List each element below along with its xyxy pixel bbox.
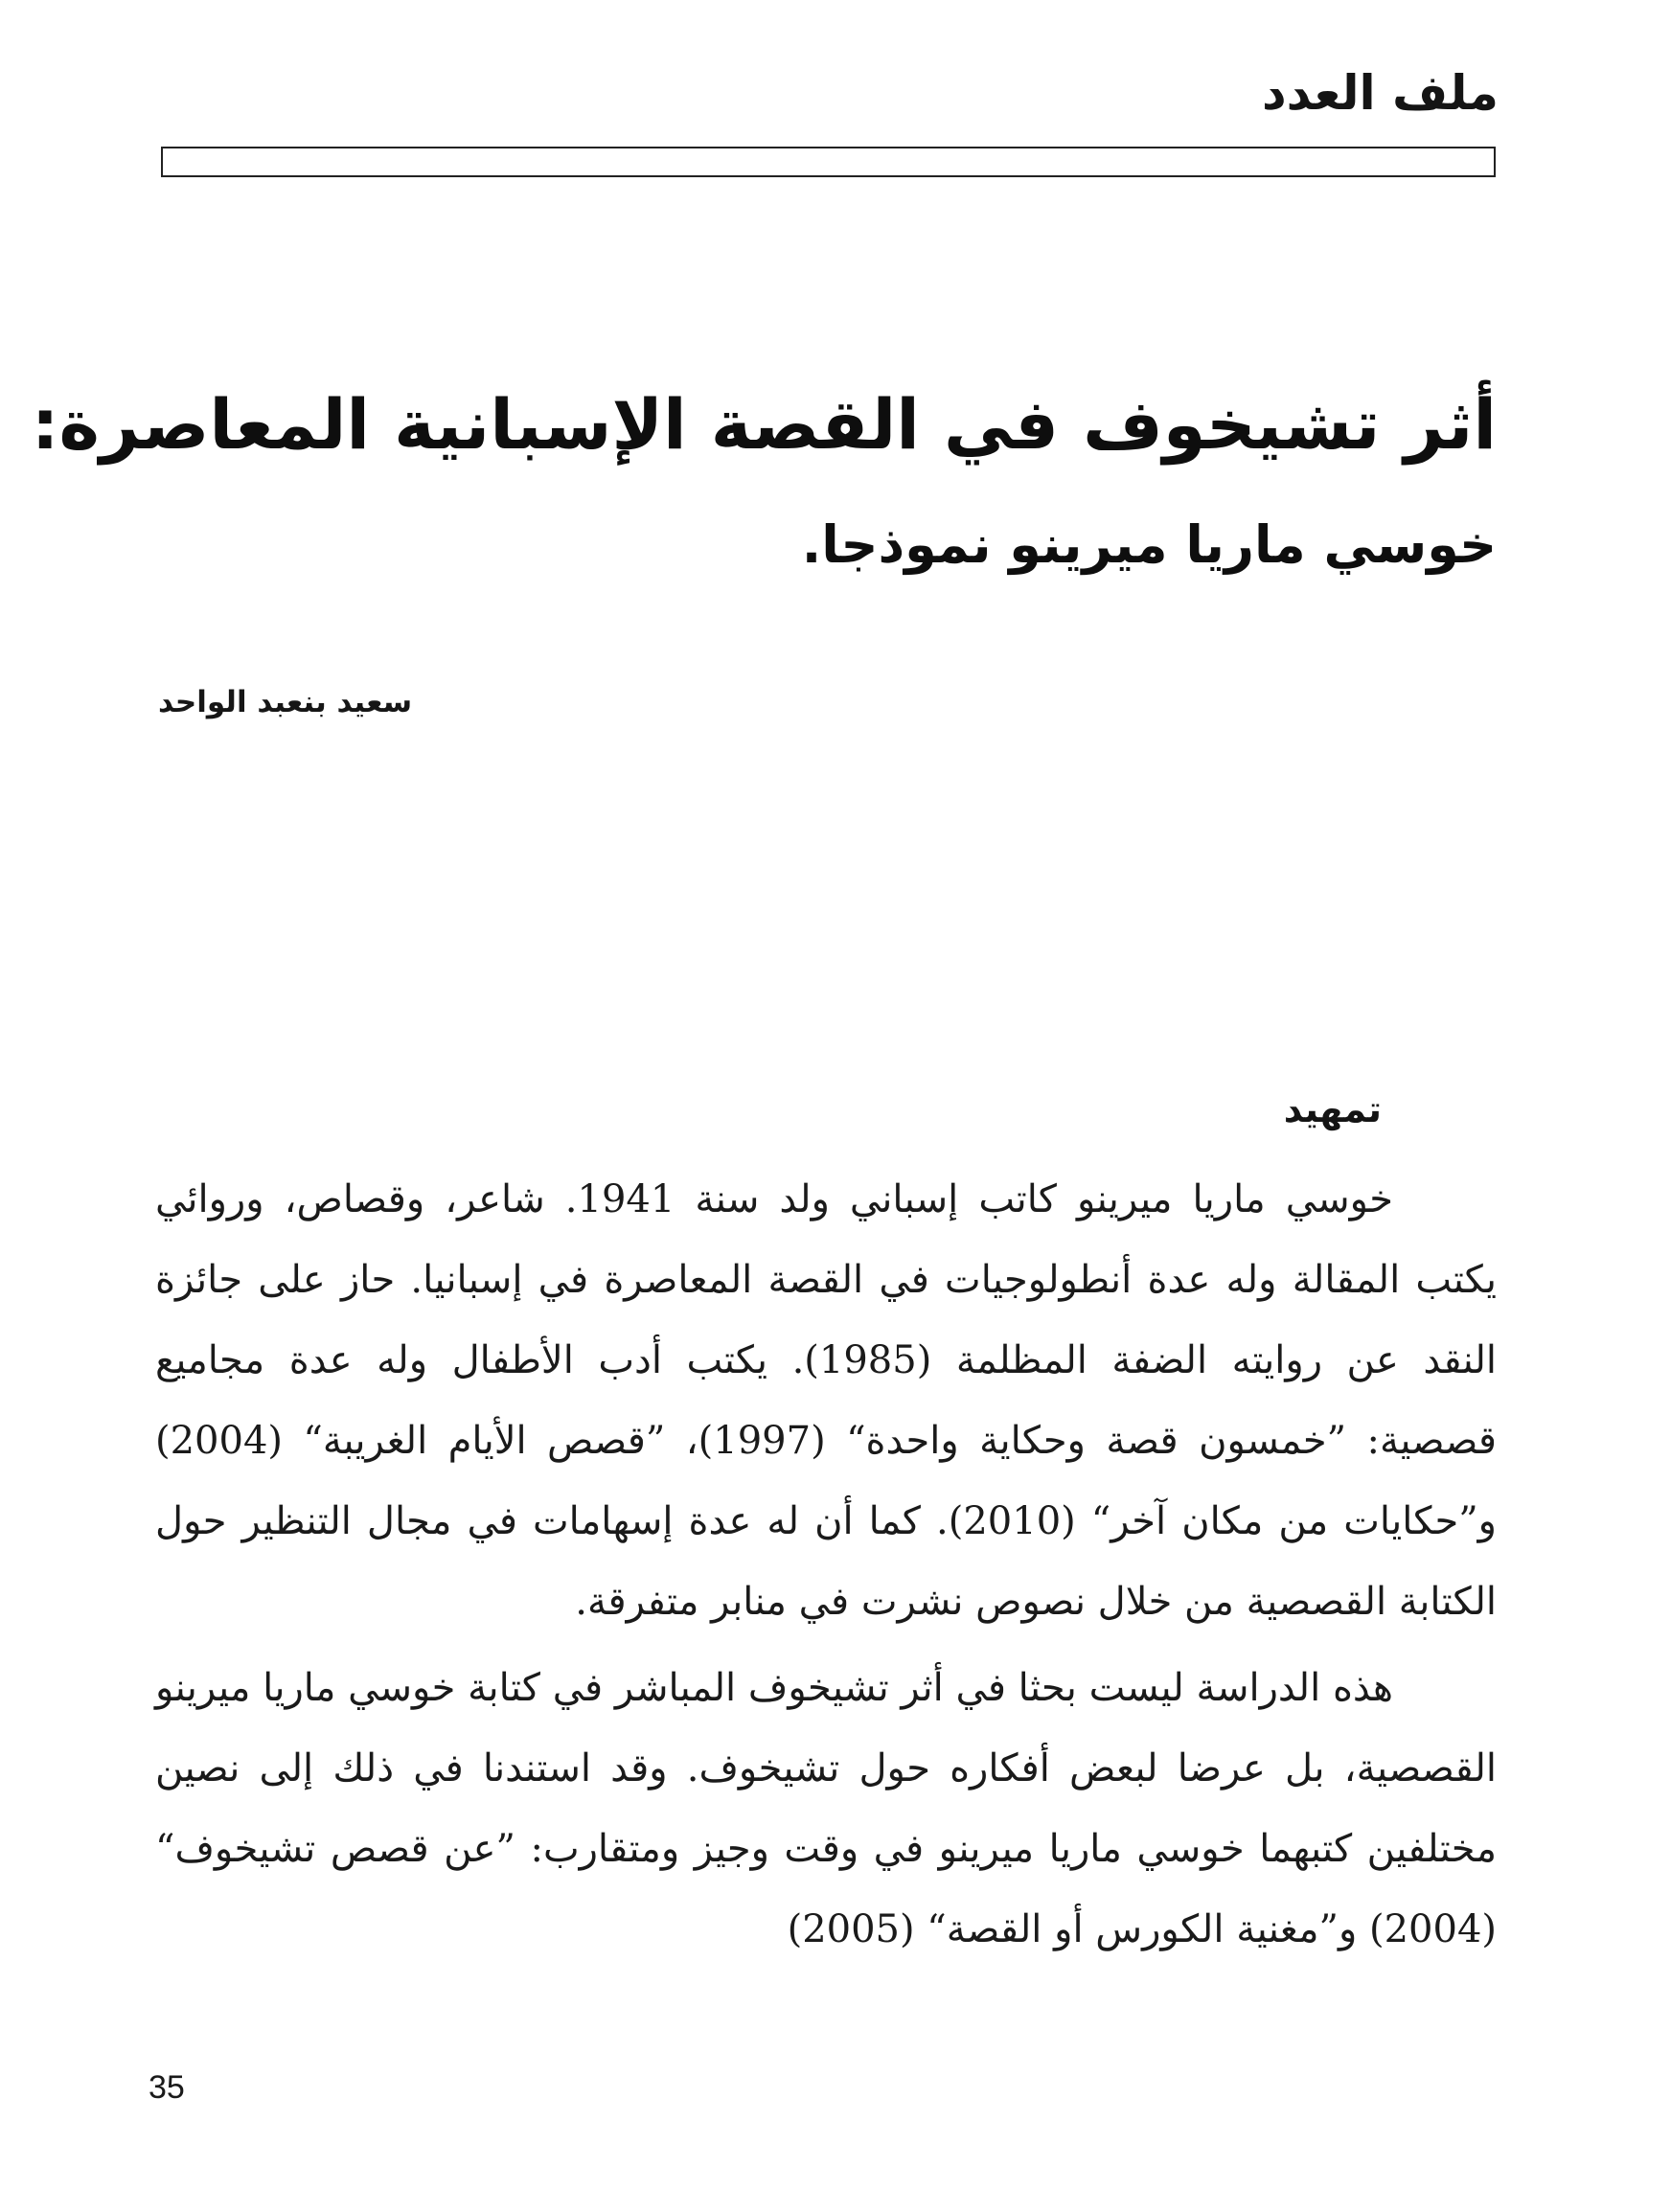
section-label: ملف العدد <box>1262 65 1499 121</box>
paragraph-1: خوسي ماريا ميرينو كاتب إسباني ولد سنة 1941. شاعر، وقصاص، وروائي يكتب المقالة وله عدة أنطولوجيات في القصة المعاصرة في إسبانيا. حاز على جائزة النقد عن روايته الضفة المظلمة (1985). يكتب أدب الأطفال وله عدة مجاميع قصصية: ”خمسون قصة وحكاية واحدة“ (1997)، ”قصص الأيام الغريبة“ (2004) و”حكايات من مكان آخر“ (2010). كما أن له عدة إسهامات في مجال التنظير حول الكتابة القصصية من خلال نصوص نشرت في منابر متفرقة. <box>155 1177 1497 1624</box>
paragraph-2: هذه الدراسة ليست بحثا في أثر تشيخوف المباشر في كتابة خوسي ماريا ميرينو القصصية، بل عرضا لبعض أفكاره حول تشيخوف. وقد استندنا في ذلك إلى نصين مختلفين كتبهما خوسي ماريا ميرينو في وقت وجيز ومتقارب: ”عن قصص تشيخوف“ (2004) و”مغنية الكورس أو القصة“ (2005) <box>155 1666 1497 1951</box>
article-subtitle: خوسي ماريا ميرينو نموذجا. <box>801 514 1497 575</box>
page-number: 35 <box>149 2069 185 2106</box>
article-title: أثر تشيخوف في القصة الإسبانية المعاصرة: <box>31 384 1497 465</box>
author-name: سعيد بنعبد الواحد <box>158 685 413 719</box>
article-body <box>155 1159 1497 1975</box>
section-heading: تمهيد <box>1283 1088 1382 1130</box>
header-rule <box>161 147 1496 177</box>
